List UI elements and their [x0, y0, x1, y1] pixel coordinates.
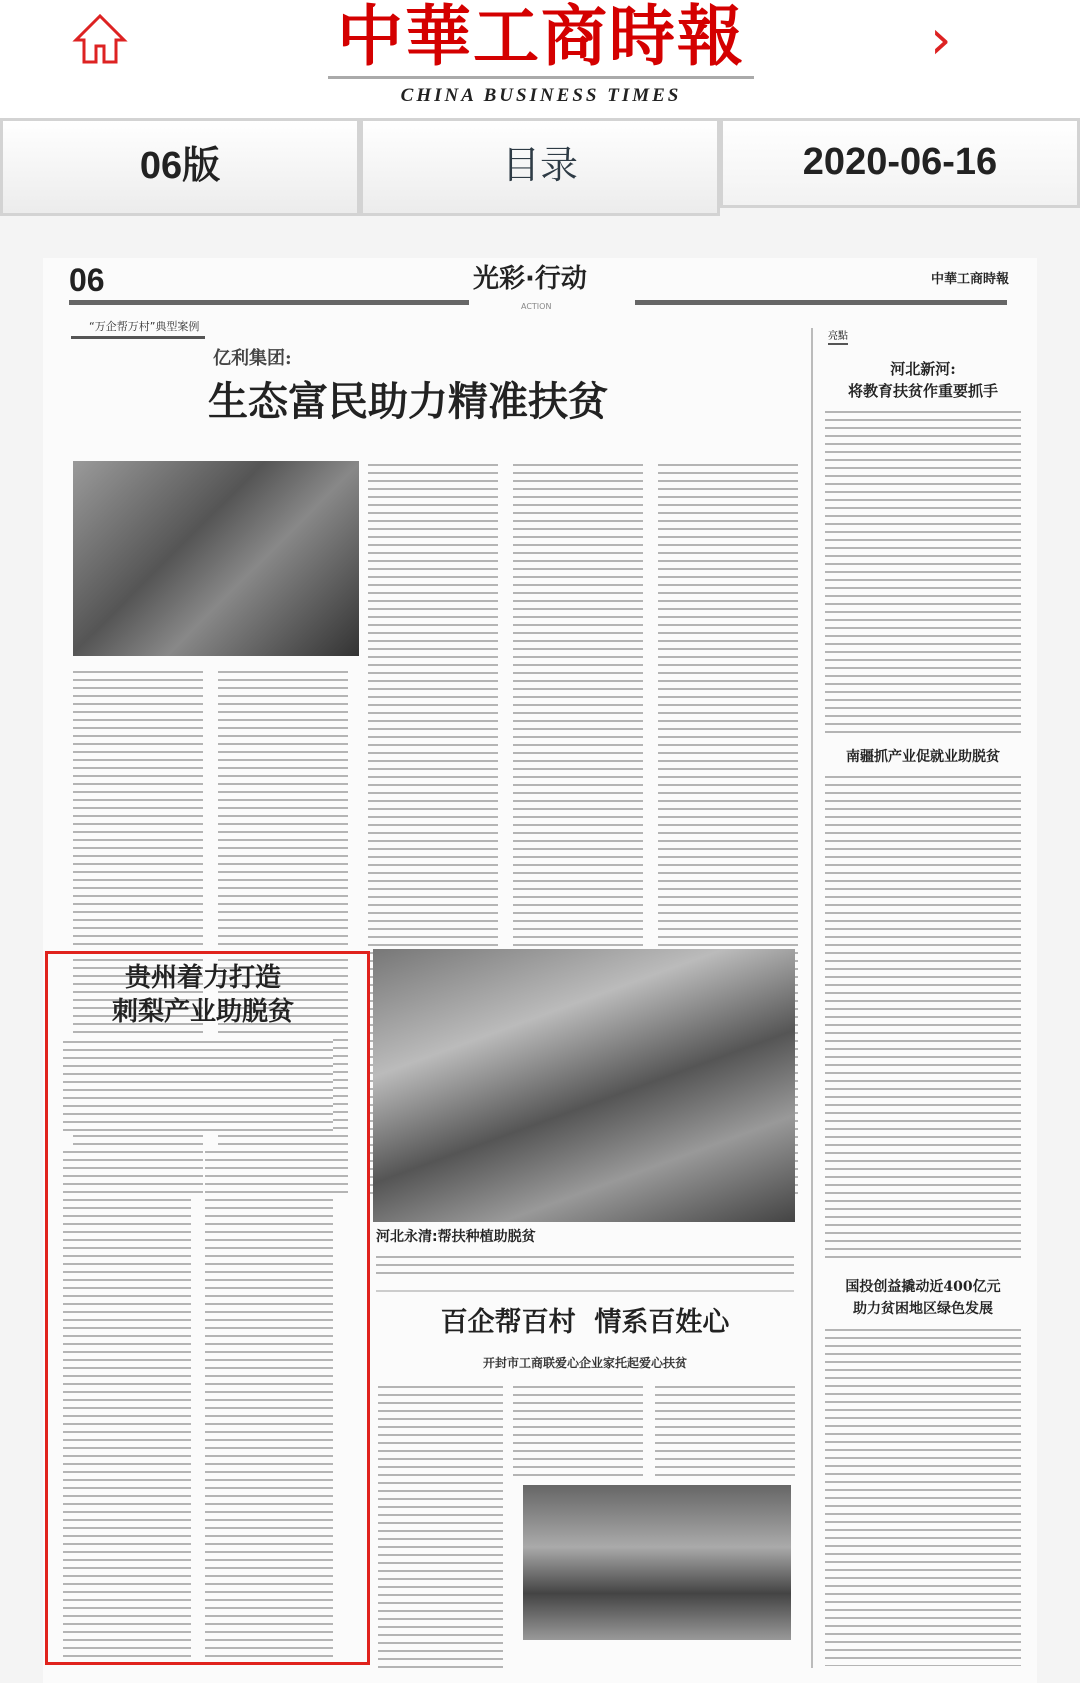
photo-caption: 河北永清:帮扶种植助脱贫: [376, 1229, 536, 1245]
column-tag: “万企帮万村”典型案例: [71, 320, 205, 339]
second-subtitle: 开封市工商联爱心企业家托起爱心扶贫: [482, 1356, 687, 1370]
logo-chinese: 中華工商時報: [337, 0, 745, 75]
group-photo: [523, 1485, 791, 1640]
home-icon[interactable]: [72, 12, 128, 64]
section-title: 光彩·行动: [473, 264, 587, 294]
second-headline[interactable]: 百企帮百村 情系百姓心: [440, 1307, 730, 1338]
right-article-2-title[interactable]: 南疆抓产业促就业助脱贫: [846, 749, 1000, 765]
section-en: ACTION: [521, 302, 552, 311]
tab-edition[interactable]: 06版: [0, 118, 360, 216]
tomato-photo: [373, 949, 795, 1222]
right-article-1-title[interactable]: 河北新河: 将教育扶贫作重要抓手: [847, 360, 998, 400]
lead-photo: [73, 461, 359, 656]
lead-kicker: 亿利集团:: [213, 348, 292, 369]
app-header: [0, 0, 1080, 118]
newspaper-logo: [328, 0, 754, 107]
masthead: 中華工商時報: [931, 272, 1010, 287]
selected-article-highlight[interactable]: [45, 951, 370, 1665]
nav-tabs: [0, 118, 1080, 216]
brief-label: 亮點: [828, 330, 848, 345]
lead-headline[interactable]: 生态富民助力精准扶贫: [208, 378, 608, 425]
chevron-right-icon[interactable]: ›: [930, 8, 952, 71]
page-number: 06: [69, 262, 105, 298]
tab-contents[interactable]: 目录: [360, 118, 720, 216]
right-article-3-title[interactable]: 国投创益撬动近400亿元 助力贫困地区绿色发展: [845, 1279, 1001, 1317]
tab-date[interactable]: 2020-06-16: [720, 118, 1080, 208]
boxed-article-title[interactable]: 贵州着力打造 刺梨产业助脱贫: [111, 963, 294, 1027]
logo-english: CHINA BUSINESS TIMES: [400, 85, 682, 106]
